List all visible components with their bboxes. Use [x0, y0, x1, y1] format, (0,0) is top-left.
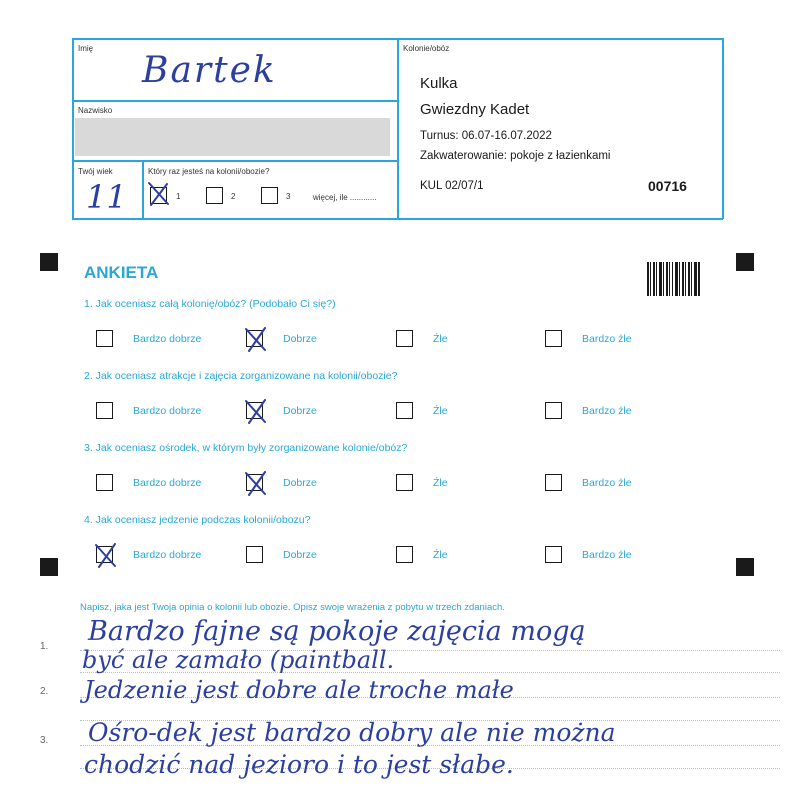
- barcode-icon: [647, 262, 700, 296]
- corner-mark-bottom-left: [40, 558, 58, 576]
- frame-divider-vertical: [397, 38, 399, 219]
- question-1-checkbox-bardzo-dobrze[interactable]: [96, 330, 113, 347]
- corner-mark-bottom-right: [736, 558, 754, 576]
- corner-mark-top-left: [40, 253, 58, 271]
- question-2-checkbox-dobrze[interactable]: [246, 402, 263, 419]
- ktory-raz-option-2: 2: [231, 192, 236, 201]
- opinion-line-3[interactable]: Jedzenie jest dobre ale troche małe: [84, 676, 514, 704]
- check-cross-icon: [93, 541, 119, 569]
- nazwisko-label: Nazwisko: [78, 106, 113, 115]
- zakwaterowanie: Zakwaterowanie: pokoje z łazienkami: [420, 150, 611, 162]
- question-3-option-bardzo-dobrze: [96, 474, 201, 491]
- question-3-label-bardzo-zle: Bardzo źle: [582, 476, 632, 489]
- question-3-checkbox-zle[interactable]: [396, 474, 413, 491]
- ktory-raz-checkbox-3[interactable]: [261, 187, 278, 204]
- question-2-checkbox-bardzo-dobrze[interactable]: [96, 402, 113, 419]
- question-4-option-dobrze: [246, 546, 317, 563]
- check-cross-icon: [243, 397, 269, 425]
- question-4-label-bardzo-dobrze: Bardzo dobrze: [133, 548, 202, 561]
- question-1-option-bardzo-dobrze: [96, 330, 201, 347]
- question-2-label-bardzo-dobrze: Bardzo dobrze: [133, 404, 202, 417]
- opinion-line-2[interactable]: być ale zamało (paintball.: [82, 646, 395, 674]
- question-1-text: 1. Jak oceniasz całą kolonię/obóz? (Podobało Ci się?): [84, 298, 336, 310]
- ktory-raz-checkbox-2[interactable]: [206, 187, 223, 204]
- ktory-raz-label: Który raz jesteś na kolonii/obozie?: [148, 167, 270, 176]
- wiecej-label: więcej, ile ............: [313, 193, 377, 202]
- question-3-label-dobrze: Dobrze: [283, 476, 317, 489]
- question-4-label-zle: Źle: [433, 548, 448, 561]
- ktory-raz-option-1: 1: [176, 192, 181, 201]
- question-3-option-zle: [396, 474, 448, 491]
- question-1-label-dobrze: Dobrze: [283, 332, 317, 345]
- frame-divider-name: [72, 100, 398, 102]
- ktory-raz-option-3: 3: [286, 192, 291, 201]
- imie-label: Imię: [78, 44, 94, 53]
- question-1-checkbox-zle[interactable]: [396, 330, 413, 347]
- question-2-option-dobrze: [246, 402, 317, 419]
- question-2-label-bardzo-zle: Bardzo źle: [582, 404, 632, 417]
- kod: KUL 02/07/1: [420, 180, 484, 192]
- question-3-option-dobrze: [246, 474, 317, 491]
- question-4-checkbox-dobrze[interactable]: [246, 546, 263, 563]
- question-3-checkbox-dobrze[interactable]: [246, 474, 263, 491]
- line-number-2: 2.: [40, 686, 49, 697]
- question-4-label-dobrze: Dobrze: [283, 548, 317, 561]
- opinion-line-1[interactable]: Bardzo fajne są pokoje zajęcia mogą: [88, 616, 586, 647]
- check-cross-icon: [146, 180, 172, 208]
- question-2-checkbox-zle[interactable]: [396, 402, 413, 419]
- question-3-option-bardzo-zle: [545, 474, 632, 491]
- kolonie-label: Kolonie/obóz: [403, 44, 450, 53]
- question-2-text: 2. Jak oceniasz atrakcje i zajęcia zorganizowane na kolonii/obozie?: [84, 370, 398, 382]
- corner-mark-top-right: [736, 253, 754, 271]
- question-1-label-bardzo-dobrze: Bardzo dobrze: [133, 332, 202, 345]
- question-4-checkbox-bardzo-zle[interactable]: [545, 546, 562, 563]
- question-4-text: 4. Jak oceniasz jedzenie podczas kolonii/obozu?: [84, 514, 311, 526]
- wiek-value[interactable]: 11: [86, 178, 127, 216]
- question-2-label-dobrze: Dobrze: [283, 404, 317, 417]
- opinion-prompt: Napisz, jaka jest Twoja opinia o kolonii lub obozie. Opisz swoje wrażenia z pobytu w trzech zdaniach.: [80, 602, 505, 613]
- frame-divider-age: [142, 160, 144, 219]
- line-number-3: 3.: [40, 735, 49, 746]
- question-2-label-zle: Źle: [433, 404, 448, 417]
- turnus: Turnus: 06.07-16.07.2022: [420, 130, 552, 142]
- kolonia-name: Kulka: [420, 75, 458, 92]
- nazwisko-redacted: [75, 118, 390, 156]
- ktory-raz-checkbox-1[interactable]: [150, 187, 167, 204]
- question-3-text: 3. Jak oceniasz ośrodek, w którym były zorganizowane kolonie/obóz?: [84, 442, 408, 454]
- question-4-label-bardzo-zle: Bardzo źle: [582, 548, 632, 561]
- question-3-label-zle: Źle: [433, 476, 448, 489]
- question-2-option-zle: [396, 402, 448, 419]
- frame-right: [722, 38, 724, 219]
- question-1-checkbox-dobrze[interactable]: [246, 330, 263, 347]
- numer: 00716: [648, 178, 687, 194]
- question-1-checkbox-bardzo-zle[interactable]: [545, 330, 562, 347]
- opinion-line-5[interactable]: chodzić nad jezioro i to jest słabe.: [84, 750, 514, 779]
- imie-value[interactable]: Bartek: [142, 50, 277, 91]
- frame-left: [72, 38, 74, 219]
- frame-divider-surname: [72, 160, 398, 162]
- question-4-checkbox-zle[interactable]: [396, 546, 413, 563]
- question-1-label-zle: Źle: [433, 332, 448, 345]
- opinion-line-4[interactable]: Ośro-dek jest bardzo dobry ale nie można: [88, 718, 616, 747]
- question-4-checkbox-bardzo-dobrze[interactable]: [96, 546, 113, 563]
- line-number-1: 1.: [40, 641, 49, 652]
- wiek-label: Twój wiek: [78, 167, 113, 176]
- question-3-checkbox-bardzo-zle[interactable]: [545, 474, 562, 491]
- question-3-checkbox-bardzo-dobrze[interactable]: [96, 474, 113, 491]
- kolonia-program: Gwiezdny Kadet: [420, 101, 530, 118]
- check-cross-icon: [243, 469, 269, 497]
- question-4-option-bardzo-zle: [545, 546, 632, 563]
- question-2-option-bardzo-zle: [545, 402, 632, 419]
- survey-title: ANKIETA: [84, 263, 159, 282]
- question-4-option-zle: [396, 546, 448, 563]
- question-2-checkbox-bardzo-zle[interactable]: [545, 402, 562, 419]
- question-1-option-bardzo-zle: [545, 330, 632, 347]
- question-1-option-dobrze: [246, 330, 317, 347]
- question-1-label-bardzo-zle: Bardzo źle: [582, 332, 632, 345]
- check-cross-icon: [243, 325, 269, 353]
- question-2-option-bardzo-dobrze: [96, 402, 201, 419]
- question-1-option-zle: [396, 330, 448, 347]
- question-3-label-bardzo-dobrze: Bardzo dobrze: [133, 476, 202, 489]
- question-4-option-bardzo-dobrze: [96, 546, 201, 563]
